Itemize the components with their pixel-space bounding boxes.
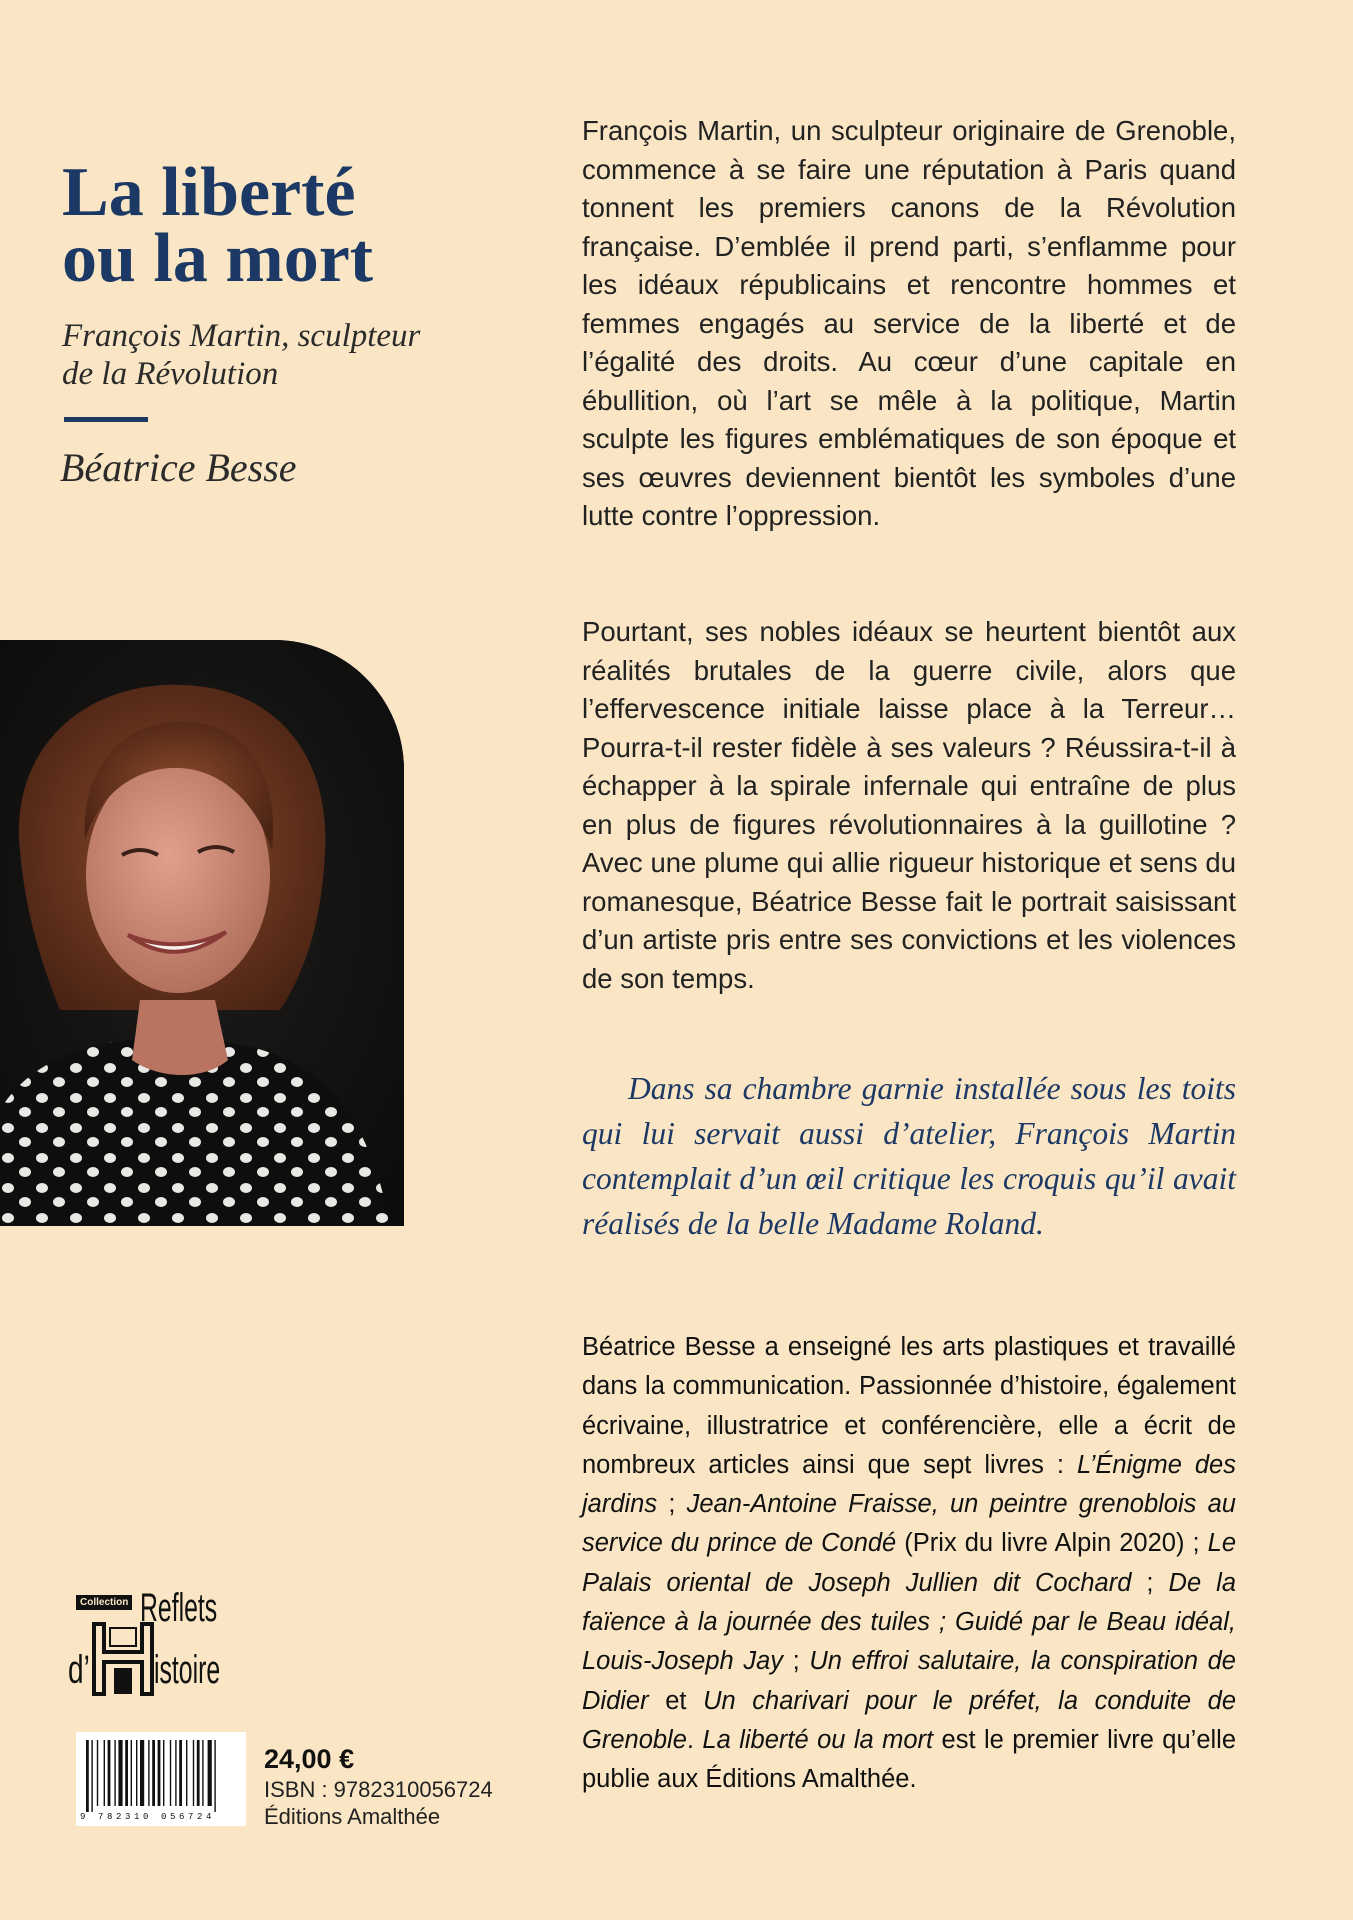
bio-book-title: De la faïence à la journée des tuiles ; Guidé par le Beau idéal, Louis-Joseph Jay <box>582 1568 1236 1676</box>
barcode-bar <box>118 1740 122 1806</box>
collection-word-istoire: istoire <box>154 1648 221 1692</box>
barcode-bar <box>197 1740 200 1806</box>
barcode-bar <box>97 1740 98 1806</box>
barcode-bar <box>86 1740 89 1812</box>
bio-book-title: Le Palais oriental de Joseph Jullien dit Cochard <box>582 1529 1237 1597</box>
collection-h-monogram-icon <box>90 1620 156 1698</box>
bio-book-title: La liberté ou la mort <box>702 1725 934 1754</box>
bio-conjunction: et <box>648 1686 704 1715</box>
collection-word-d: d’ <box>68 1648 90 1692</box>
barcode-bar <box>152 1740 155 1806</box>
title-line-2: ou la mort <box>62 220 374 297</box>
bio-period: . <box>686 1725 703 1754</box>
author-photo <box>0 640 404 1226</box>
barcode-bar <box>108 1740 111 1806</box>
barcode-bar <box>91 1740 92 1812</box>
bio-separator: ; <box>657 1490 687 1519</box>
bio-book-title: Un effroi salutaire, la conspiration de Didier <box>582 1647 1236 1715</box>
barcode-bar <box>170 1740 171 1806</box>
author-biography <box>582 1328 1236 1800</box>
barcode-bar <box>179 1740 182 1806</box>
barcode-bar <box>140 1740 144 1806</box>
publisher-name: Éditions Amalthée <box>264 1804 441 1829</box>
synopsis-paragraph-1: François Martin, un sculpteur originaire de Grenoble, commence à se faire une réputation à Paris quand tonnent les premiers canons de la Révolution française. D’emblée il prend parti, s’enflamme pour les idéaux républicains et rencontre hommes et femmes engagés au service de la liberté et de l’égalité des droits. Au cœur d’une capitale en ébullition, où l’art se mêle à la politique, Martin sculpte les figures emblématiques de son époque et ses œuvres deviennent bientôt les symboles d’une lutte contre l’oppression. <box>582 115 1236 531</box>
collection-label: Collection <box>76 1595 132 1610</box>
bio-separator: ; <box>783 1647 810 1676</box>
isbn-barcode <box>76 1732 246 1826</box>
barcode-bar <box>175 1740 176 1806</box>
barcode-bar <box>214 1740 215 1812</box>
bio-outro: est le premier livre qu’elle publie aux Éditions Amalthée. <box>582 1725 1237 1794</box>
title-divider <box>64 417 148 422</box>
bio-separator: ; <box>1131 1568 1169 1597</box>
book-title <box>62 154 482 297</box>
bio-book-title: Un charivari pour le préfet, la conduite de Grenoble <box>582 1686 1236 1754</box>
title-line-1: La liberté <box>62 154 356 231</box>
barcode-bar <box>186 1740 187 1806</box>
author-name: Béatrice Besse <box>60 445 297 490</box>
isbn-number: ISBN : 9782310056724 <box>264 1777 493 1802</box>
bio-intro: Béatrice Besse a enseigné les arts plastiques et travaillé dans la communication. Passionnée d’histoire, également écrivaine, illustratrice et conférencière, elle a écrit de nombreux articles ainsi que sept livres : <box>582 1333 1236 1479</box>
subtitle-line-1: François Martin, sculpteur <box>62 318 421 354</box>
subtitle-line-2: de la Révolution <box>62 356 279 392</box>
barcode-bar <box>114 1740 115 1806</box>
excerpt-quote: Dans sa chambre garnie installée sous les toits qui lui servait aussi d’atelier, François Martin contemplait d’un œil critique les croquis qu’il avait réalisés de la belle Madame Roland. <box>582 1071 1236 1241</box>
bio-book-title: Jean-Antoine Fraisse, un peintre grenoblois au service du prince de Condé <box>582 1490 1236 1558</box>
barcode-bar <box>104 1740 105 1806</box>
barcode-bar <box>148 1740 149 1806</box>
barcode-bar <box>202 1740 203 1806</box>
collection-logo <box>64 1588 234 1708</box>
author-portrait-image <box>0 640 404 1226</box>
bio-book-title: L’Énigme des jardins <box>582 1450 1236 1519</box>
synopsis-paragraph-2: Pourtant, ses nobles idéaux se heurtent bientôt aux réalités brutales de la guerre civile, alors que l’effervescence initiale laisse place à la Terreur… Pourra-t-il rester fidèle à ses valeurs ? Réussira-t-il à échapper à la spirale infernale qui entraîne de plus en plus de figures révolutionnaires à la guillotine ? Avec une plume qui allie rigueur historique et sens du romanesque, Béatrice Besse fait le portrait saisissant d’un artiste pris entre ses convictions et les violences de son temps. <box>582 616 1236 994</box>
book-subtitle <box>62 317 482 393</box>
barcode-bar <box>193 1740 194 1806</box>
barcode-bar <box>125 1740 128 1806</box>
barcode-bar <box>131 1740 132 1806</box>
barcode-bar <box>136 1740 137 1806</box>
bio-award: (Prix du livre Alpin 2020) ; <box>896 1529 1208 1558</box>
barcode-bar <box>163 1740 164 1806</box>
collection-word-reflets: Reflets <box>140 1586 218 1630</box>
barcode-bar <box>208 1740 212 1806</box>
barcode-bar <box>158 1740 161 1806</box>
barcode-digits: 9 782310 056724 <box>80 1812 216 1822</box>
price: 24,00 € <box>264 1744 355 1774</box>
